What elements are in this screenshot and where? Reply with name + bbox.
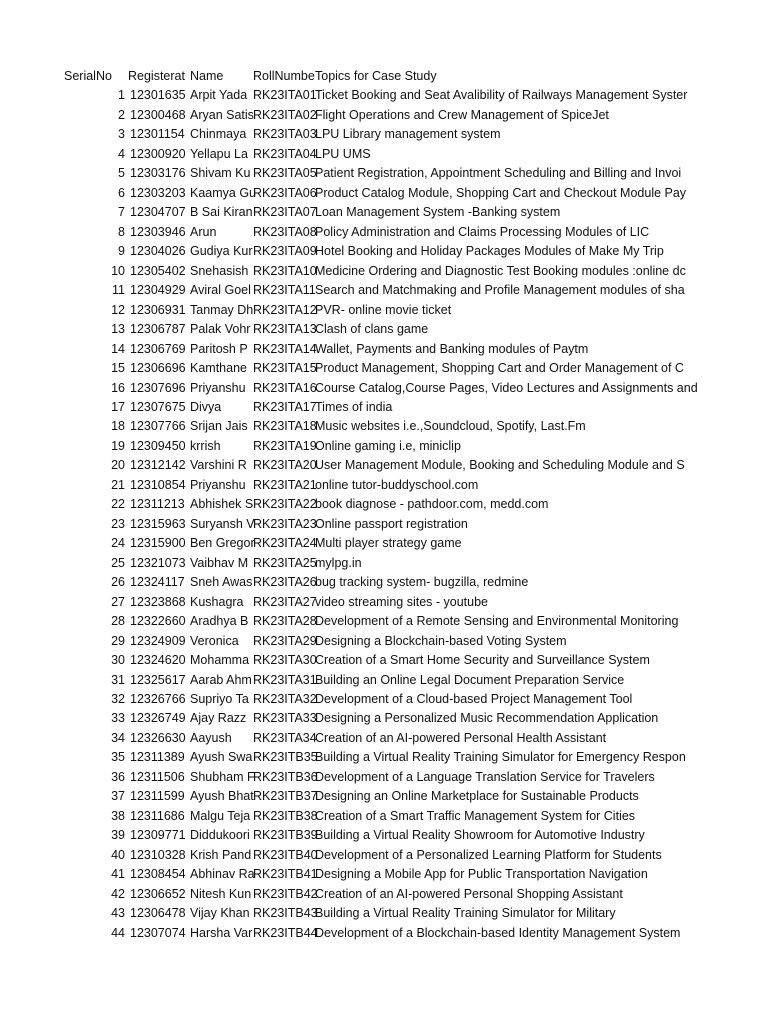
cell-roll-number[interactable]: RK23ITA16 xyxy=(253,380,317,395)
cell-serial-no[interactable]: 33 xyxy=(111,711,125,726)
cell-name[interactable]: Malgu Teja xyxy=(190,808,251,823)
cell-name[interactable]: Vaibhav M xyxy=(190,555,249,570)
cell-name[interactable]: Kushagra xyxy=(190,594,244,609)
cell-name[interactable]: Varshini R xyxy=(190,458,247,473)
cell-serial-no[interactable]: 1 xyxy=(118,88,125,103)
cell-topic[interactable]: Loan Management System -Banking system xyxy=(315,205,561,220)
cell-registration[interactable]: 12303946 xyxy=(130,224,186,239)
cell-name[interactable]: Arun xyxy=(190,224,217,239)
cell-registration[interactable]: 12311213 xyxy=(130,497,185,512)
cell-roll-number[interactable]: RK23ITB37 xyxy=(253,789,318,804)
cell-registration[interactable]: 12300920 xyxy=(130,146,186,161)
cell-topic[interactable]: Music websites i.e.,Soundcloud, Spotify, Last.Fm xyxy=(315,419,586,434)
cell-topic[interactable]: Designing a Blockchain-based Voting System xyxy=(315,633,567,648)
table-row xyxy=(0,515,768,534)
cell-serial-no[interactable]: 22 xyxy=(111,497,125,512)
cell-registration[interactable]: 12300468 xyxy=(130,107,186,122)
cell-roll-number[interactable]: RK23ITB42 xyxy=(253,886,318,901)
cell-serial-no[interactable]: 26 xyxy=(111,575,125,590)
cell-serial-no[interactable]: 23 xyxy=(111,516,125,531)
table-row xyxy=(0,184,768,203)
table-row xyxy=(0,593,768,612)
cell-topic[interactable]: online tutor-buddyschool.com xyxy=(315,477,479,492)
cell-serial-no[interactable]: 14 xyxy=(111,341,125,356)
table-body xyxy=(0,86,768,943)
cell-serial-no[interactable]: 18 xyxy=(111,419,125,434)
cell-topic[interactable]: bug tracking system- bugzilla, redmine xyxy=(315,575,529,590)
header-registration[interactable]: Registerat xyxy=(128,69,185,83)
cell-registration[interactable]: 12325617 xyxy=(130,672,186,687)
cell-roll-number[interactable]: RK23ITB36 xyxy=(253,769,318,784)
cell-serial-no[interactable]: 41 xyxy=(111,867,125,882)
table-row xyxy=(0,846,768,865)
cell-registration[interactable]: 12304929 xyxy=(130,283,186,298)
table-row xyxy=(0,534,768,553)
cell-registration[interactable]: 12312142 xyxy=(130,458,186,473)
cell-topic[interactable]: Development of a Personalized Learning Platform for Students xyxy=(315,847,662,862)
cell-topic[interactable]: Online gaming i.e, miniclip xyxy=(315,438,461,453)
cell-topic[interactable]: mylpg.in xyxy=(315,555,362,570)
cell-roll-number[interactable]: RK23ITA33 xyxy=(253,711,317,726)
cell-name[interactable]: Supriyo Ta xyxy=(190,692,249,706)
cell-name[interactable]: B Sai Kiran xyxy=(190,205,253,220)
cell-topic[interactable]: Creation of an AI-powered Personal Health Assistant xyxy=(315,730,607,745)
cell-name[interactable]: Priyanshu xyxy=(190,477,246,492)
table-row xyxy=(0,768,768,787)
cell-serial-no[interactable]: 21 xyxy=(111,477,125,492)
cell-name[interactable]: Kamthane xyxy=(190,361,247,376)
cell-serial-no[interactable]: 27 xyxy=(111,594,125,609)
cell-registration[interactable]: 12303203 xyxy=(130,185,186,200)
cell-topic[interactable]: Ticket Booking and Seat Avalibility of Railways Management Syster xyxy=(315,88,688,103)
table-row xyxy=(0,379,768,398)
cell-registration[interactable]: 12304707 xyxy=(130,205,186,220)
cell-registration[interactable]: 12306696 xyxy=(130,361,186,376)
cell-registration[interactable]: 12306652 xyxy=(130,886,186,901)
cell-serial-no[interactable]: 42 xyxy=(111,886,125,901)
cell-name[interactable]: Aayush xyxy=(190,730,232,745)
cell-roll-number[interactable]: RK23ITB35 xyxy=(253,750,318,765)
cell-name[interactable]: Kaamya Gu xyxy=(190,185,257,200)
cell-serial-no[interactable]: 38 xyxy=(111,808,125,823)
cell-registration[interactable]: 12305402 xyxy=(130,263,186,278)
header-roll-number[interactable]: RollNumbe xyxy=(253,69,315,83)
cell-serial-no[interactable]: 34 xyxy=(111,730,125,745)
cell-topic[interactable]: Creation of a Smart Traffic Management System for Cities xyxy=(315,808,636,823)
table-row xyxy=(0,573,768,592)
cell-serial-no[interactable]: 10 xyxy=(111,263,125,278)
cell-name[interactable]: Suryansh V xyxy=(190,516,255,531)
cell-roll-number[interactable]: RK23ITA06 xyxy=(253,185,317,200)
cell-topic[interactable]: Building an Online Legal Document Preparation Service xyxy=(315,672,625,687)
cell-serial-no[interactable]: 11 xyxy=(112,283,125,298)
cell-topic[interactable]: Development of a Cloud-based Project Management Tool xyxy=(315,692,633,706)
cell-serial-no[interactable]: 5 xyxy=(118,166,125,181)
cell-topic[interactable]: Flight Operations and Crew Management of SpiceJet xyxy=(315,107,609,122)
table-row xyxy=(0,787,768,806)
cell-name[interactable]: Veronica xyxy=(190,633,239,648)
cell-roll-number[interactable]: RK23ITB43 xyxy=(253,906,318,921)
cell-name[interactable]: Gudiya Kur xyxy=(190,244,253,259)
cell-roll-number[interactable]: RK23ITA21 xyxy=(253,477,317,492)
table-row xyxy=(0,709,768,728)
cell-registration[interactable]: 12306478 xyxy=(130,906,186,921)
cell-topic[interactable]: Development of a Language Translation Service for Travelers xyxy=(315,769,655,784)
cell-name[interactable]: Arpit Yada xyxy=(190,88,248,103)
cell-name[interactable]: Ayush Swa xyxy=(190,750,253,765)
cell-roll-number[interactable]: RK23ITA24 xyxy=(253,536,317,551)
cell-topic[interactable]: Building a Virtual Reality Training Simulator for Emergency Respon xyxy=(315,750,686,765)
cell-roll-number[interactable]: RK23ITA32 xyxy=(253,692,317,706)
cell-serial-no[interactable]: 32 xyxy=(111,692,125,706)
cell-name[interactable]: Shivam Ku xyxy=(190,166,251,181)
cell-topic[interactable]: Wallet, Payments and Banking modules of Paytm xyxy=(315,341,589,356)
cell-name[interactable]: Divya xyxy=(190,399,222,414)
cell-roll-number[interactable]: RK23ITA14 xyxy=(253,341,317,356)
table-row xyxy=(0,203,768,222)
cell-roll-number[interactable]: RK23ITA17 xyxy=(253,399,317,414)
cell-name[interactable]: Krish Pand xyxy=(190,847,252,862)
cell-name[interactable]: Aradhya B xyxy=(190,614,249,629)
cell-registration[interactable]: 12308454 xyxy=(130,867,186,882)
cell-serial-no[interactable]: 28 xyxy=(111,614,125,629)
cell-name[interactable]: Priyanshu xyxy=(190,380,246,395)
cell-serial-no[interactable]: 31 xyxy=(111,672,125,687)
cell-topic[interactable]: Building a Virtual Reality Showroom for Automotive Industry xyxy=(315,828,645,843)
cell-registration[interactable]: 12307766 xyxy=(130,419,186,434)
cell-topic[interactable]: LPU UMS xyxy=(315,146,371,161)
table-row xyxy=(0,281,768,300)
table-row xyxy=(0,651,768,670)
cell-serial-no[interactable]: 4 xyxy=(118,146,125,161)
cell-roll-number[interactable]: RK23ITA08 xyxy=(253,224,317,239)
cell-topic[interactable]: Course Catalog,Course Pages, Video Lectures and Assignments and xyxy=(315,380,698,395)
cell-name[interactable]: krrish xyxy=(190,438,221,453)
cell-registration[interactable]: 12311389 xyxy=(130,750,185,765)
cell-roll-number[interactable]: RK23ITB38 xyxy=(253,808,318,823)
cell-topic[interactable]: book diagnose - pathdoor.com, medd.com xyxy=(315,497,549,512)
cell-roll-number[interactable]: RK23ITA10 xyxy=(253,263,317,278)
table-row xyxy=(0,262,768,281)
cell-name[interactable]: Ayush Bhat xyxy=(190,789,254,804)
table-row xyxy=(0,807,768,826)
cell-name[interactable]: Mohamma xyxy=(190,653,250,668)
cell-roll-number[interactable]: RK23ITA07 xyxy=(253,205,317,220)
cell-topic[interactable]: Policy Administration and Claims Processing Modules of LIC xyxy=(315,224,650,239)
cell-roll-number[interactable]: RK23ITA34 xyxy=(253,730,317,745)
cell-name[interactable]: Aviral Goel xyxy=(190,283,251,298)
cell-serial-no[interactable]: 3 xyxy=(118,127,125,142)
cell-roll-number[interactable]: RK23ITA03 xyxy=(253,127,317,142)
cell-topic[interactable]: Medicine Ordering and Diagnostic Test Booking modules :online dc xyxy=(315,263,686,278)
cell-name[interactable]: Nitesh Kun xyxy=(190,886,252,901)
table-row xyxy=(0,106,768,125)
cell-topic[interactable]: Search and Matchmaking and Profile Management modules of sha xyxy=(315,283,685,298)
cell-name[interactable]: Snehasish xyxy=(190,263,249,278)
cell-registration[interactable]: 12324620 xyxy=(130,653,186,668)
cell-serial-no[interactable]: 44 xyxy=(111,925,125,940)
cell-serial-no[interactable]: 13 xyxy=(111,322,125,337)
cell-registration[interactable]: 12315963 xyxy=(130,516,186,531)
cell-roll-number[interactable]: RK23ITA25 xyxy=(253,555,317,570)
table-row xyxy=(0,359,768,378)
table-row xyxy=(0,398,768,417)
cell-serial-no[interactable]: 30 xyxy=(111,653,125,668)
table-row xyxy=(0,671,768,690)
cell-topic[interactable]: Product Management, Shopping Cart and Order Management of C xyxy=(315,361,684,376)
table-row xyxy=(0,826,768,845)
cell-serial-no[interactable]: 36 xyxy=(111,769,125,784)
table-row xyxy=(0,223,768,242)
table-row xyxy=(0,145,768,164)
cell-name[interactable]: Harsha Var xyxy=(190,925,253,940)
table-row xyxy=(0,301,768,320)
table-row xyxy=(0,125,768,144)
cell-topic[interactable]: Development of a Remote Sensing and Environmental Monitoring xyxy=(315,614,679,629)
cell-serial-no[interactable]: 19 xyxy=(111,438,125,453)
cell-topic[interactable]: PVR- online movie ticket xyxy=(315,302,452,317)
cell-topic[interactable]: LPU Library management system xyxy=(315,127,501,142)
cell-roll-number[interactable]: RK23ITA01 xyxy=(253,88,317,103)
cell-serial-no[interactable]: 17 xyxy=(111,399,125,414)
table-row xyxy=(0,612,768,631)
cell-roll-number[interactable]: RK23ITA29 xyxy=(253,633,317,648)
cell-serial-no[interactable]: 6 xyxy=(118,185,125,200)
cell-name[interactable]: Paritosh P xyxy=(190,341,248,356)
table-row xyxy=(0,417,768,436)
cell-registration[interactable]: 12307675 xyxy=(130,399,186,414)
cell-roll-number[interactable]: RK23ITA30 xyxy=(253,653,317,668)
cell-serial-no[interactable]: 37 xyxy=(111,789,125,804)
cell-registration[interactable]: 12311686 xyxy=(130,808,185,823)
cell-topic[interactable]: Designing a Personalized Music Recommendation Application xyxy=(315,711,659,726)
cell-name[interactable]: Diddukoori xyxy=(190,828,250,843)
cell-topic[interactable]: Clash of clans game xyxy=(315,322,429,337)
cell-name[interactable]: Aryan Satis xyxy=(190,107,254,122)
header-row xyxy=(0,67,768,86)
table-row xyxy=(0,904,768,923)
cell-registration[interactable]: 12310854 xyxy=(130,477,186,492)
cell-serial-no[interactable]: 25 xyxy=(111,555,125,570)
cell-roll-number[interactable]: RK23ITB44 xyxy=(253,925,318,940)
header-topics[interactable]: Topics for Case Study xyxy=(315,69,437,83)
cell-roll-number[interactable]: RK23ITA15 xyxy=(253,361,317,376)
table-row xyxy=(0,885,768,904)
cell-serial-no[interactable]: 29 xyxy=(111,633,125,648)
cell-serial-no[interactable]: 2 xyxy=(118,107,125,122)
header-name[interactable]: Name xyxy=(190,69,224,83)
cell-serial-no[interactable]: 43 xyxy=(111,906,125,921)
cell-name[interactable]: Yellapu La xyxy=(190,146,248,161)
table-row xyxy=(0,164,768,183)
table-row xyxy=(0,476,768,495)
table-row xyxy=(0,242,768,261)
table-row xyxy=(0,632,768,651)
cell-registration[interactable]: 12304026 xyxy=(130,244,186,259)
cell-name[interactable]: Abhinav Ra xyxy=(190,867,255,882)
cell-roll-number[interactable]: RK23ITA04 xyxy=(253,146,317,161)
cell-serial-no[interactable]: 39 xyxy=(111,828,125,843)
cell-name[interactable]: Tanmay Dh xyxy=(190,302,254,317)
cell-roll-number[interactable]: RK23ITA31 xyxy=(253,672,317,687)
cell-registration[interactable]: 12301154 xyxy=(130,127,185,142)
cell-roll-number[interactable]: RK23ITA22 xyxy=(253,497,317,512)
cell-registration[interactable]: 12315900 xyxy=(130,536,186,551)
table-row xyxy=(0,924,768,943)
cell-name[interactable]: Sneh Awas xyxy=(190,575,253,590)
table-row xyxy=(0,340,768,359)
cell-serial-no[interactable]: 12 xyxy=(111,302,125,317)
cell-topic[interactable]: Creation of a Smart Home Security and Surveillance System xyxy=(315,653,650,668)
cell-serial-no[interactable]: 20 xyxy=(111,458,125,473)
cell-registration[interactable]: 12326766 xyxy=(130,692,186,706)
cell-topic[interactable]: Patient Registration, Appointment Scheduling and Billing and Invoi xyxy=(315,166,682,181)
cell-name[interactable]: Srijan Jais xyxy=(190,419,248,434)
cell-roll-number[interactable]: RK23ITA26 xyxy=(253,575,317,590)
cell-roll-number[interactable]: RK23ITB41 xyxy=(253,867,318,882)
cell-topic[interactable]: Times of india xyxy=(315,399,393,414)
cell-roll-number[interactable]: RK23ITA09 xyxy=(253,244,317,259)
cell-registration[interactable]: 12310328 xyxy=(130,847,186,862)
table-row xyxy=(0,690,768,709)
cell-roll-number[interactable]: RK23ITA20 xyxy=(253,458,317,473)
cell-serial-no[interactable]: 24 xyxy=(111,536,125,551)
cell-name[interactable]: Palak Vohr xyxy=(190,322,251,337)
table-row xyxy=(0,437,768,456)
table-row xyxy=(0,86,768,105)
cell-serial-no[interactable]: 15 xyxy=(111,361,125,376)
header-serial-no[interactable]: SerialNo xyxy=(64,69,112,83)
cell-topic[interactable]: Creation of an AI-powered Personal Shopping Assistant xyxy=(315,886,623,901)
table-row xyxy=(0,748,768,767)
cell-registration[interactable]: 12301635 xyxy=(130,88,186,103)
cell-topic[interactable]: Building a Virtual Reality Training Simulator for Military xyxy=(315,906,616,921)
cell-registration[interactable]: 12321073 xyxy=(130,555,186,570)
cell-registration[interactable]: 12309771 xyxy=(130,828,186,843)
table-row xyxy=(0,495,768,514)
cell-name[interactable]: Aarab Ahm xyxy=(190,672,252,687)
cell-name[interactable]: Shubham F xyxy=(190,769,255,784)
cell-roll-number[interactable]: RK23ITA27 xyxy=(253,594,317,609)
table-row xyxy=(0,456,768,475)
cell-serial-no[interactable]: 8 xyxy=(118,224,125,239)
cell-topic[interactable]: Hotel Booking and Holiday Packages Modules of Make My Trip xyxy=(315,244,664,259)
cell-roll-number[interactable]: RK23ITA18 xyxy=(253,419,317,434)
cell-registration[interactable]: 12324909 xyxy=(130,633,186,648)
cell-registration[interactable]: 12322660 xyxy=(130,614,186,629)
cell-roll-number[interactable]: RK23ITA23 xyxy=(253,516,317,531)
cell-topic[interactable]: User Management Module, Booking and Scheduling Module and S xyxy=(315,458,685,473)
cell-name[interactable]: Chinmaya xyxy=(190,127,247,142)
cell-roll-number[interactable]: RK23ITA12 xyxy=(253,302,317,317)
cell-registration[interactable]: 12324117 xyxy=(130,575,185,590)
cell-roll-number[interactable]: RK23ITA05 xyxy=(253,166,317,181)
cell-roll-number[interactable]: RK23ITB40 xyxy=(253,847,318,862)
cell-name[interactable]: Vijay Khan xyxy=(190,906,250,921)
cell-roll-number[interactable]: RK23ITA28 xyxy=(253,614,317,629)
cell-name[interactable]: Ajay Razz xyxy=(190,711,247,726)
cell-registration[interactable]: 12311506 xyxy=(130,769,185,784)
cell-topic[interactable]: Multi player strategy game xyxy=(315,536,462,551)
cell-topic[interactable]: Development of a Blockchain-based Identity Management System xyxy=(315,925,681,940)
cell-serial-no[interactable]: 7 xyxy=(118,205,125,220)
table-row xyxy=(0,865,768,884)
cell-registration[interactable]: 12309450 xyxy=(130,438,186,453)
table-row xyxy=(0,729,768,748)
cell-roll-number[interactable]: RK23ITA19 xyxy=(253,438,317,453)
cell-roll-number[interactable]: RK23ITA11 xyxy=(253,283,316,298)
cell-topic[interactable]: Product Catalog Module, Shopping Cart and Checkout Module Pay xyxy=(315,185,687,200)
case-study-sheet xyxy=(0,67,768,943)
cell-serial-no[interactable]: 16 xyxy=(111,380,125,395)
cell-serial-no[interactable]: 9 xyxy=(118,244,125,259)
cell-roll-number[interactable]: RK23ITA02 xyxy=(253,107,317,122)
cell-registration[interactable]: 12306787 xyxy=(130,322,186,337)
cell-registration[interactable]: 12311599 xyxy=(130,789,185,804)
cell-topic[interactable]: Online passport registration xyxy=(315,516,468,531)
cell-roll-number[interactable]: RK23ITA13 xyxy=(253,322,317,337)
cell-registration[interactable]: 12326630 xyxy=(130,730,186,745)
cell-name[interactable]: Ben Gregor xyxy=(190,536,255,551)
table-row xyxy=(0,320,768,339)
cell-serial-no[interactable]: 40 xyxy=(111,847,125,862)
table-row xyxy=(0,554,768,573)
cell-registration[interactable]: 12323868 xyxy=(130,594,186,609)
cell-serial-no[interactable]: 35 xyxy=(111,750,125,765)
cell-topic[interactable]: Designing a Mobile App for Public Transportation Navigation xyxy=(315,867,648,882)
cell-registration[interactable]: 12307696 xyxy=(130,380,186,395)
cell-topic[interactable]: video streaming sites - youtube xyxy=(315,594,489,609)
cell-registration[interactable]: 12306769 xyxy=(130,341,186,356)
cell-registration[interactable]: 12307074 xyxy=(130,925,186,940)
cell-registration[interactable]: 12306931 xyxy=(130,302,186,317)
cell-topic[interactable]: Designing an Online Marketplace for Sustainable Products xyxy=(315,789,639,804)
cell-name[interactable]: Abhishek S xyxy=(190,497,254,512)
cell-registration[interactable]: 12303176 xyxy=(130,166,186,181)
cell-registration[interactable]: 12326749 xyxy=(130,711,186,726)
cell-roll-number[interactable]: RK23ITB39 xyxy=(253,828,318,843)
